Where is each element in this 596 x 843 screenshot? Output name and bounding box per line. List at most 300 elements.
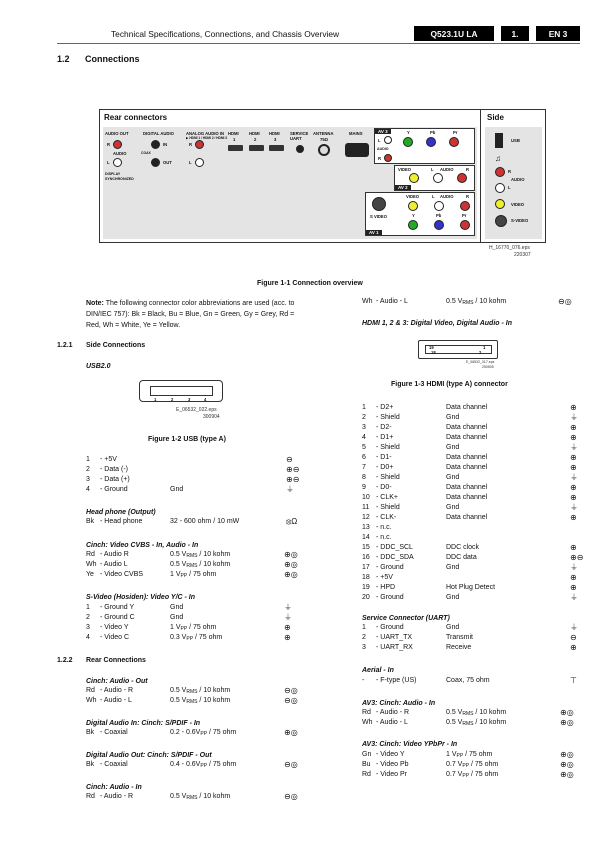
pin-value-sub: RMS	[186, 699, 198, 705]
pin-name: - Ground	[376, 564, 404, 571]
pin-name: - D1+	[376, 434, 394, 441]
side-usb-port	[495, 133, 503, 148]
audio-out-heading: Cinch: Audio - Out	[86, 678, 148, 685]
svideo-table	[86, 603, 304, 643]
pin-value-sub: RMS	[186, 553, 198, 559]
table-row	[362, 553, 584, 563]
pin-value	[170, 792, 230, 802]
pin-name: - Ground Y	[100, 604, 135, 611]
label-av2-l: L	[431, 167, 434, 172]
pin-description: Transmit	[446, 634, 473, 641]
pin-name: - Audio - R	[100, 687, 134, 694]
label-av1-audio: AUDIO	[440, 194, 454, 199]
label-av1-svideo: S VIDEO	[370, 214, 387, 219]
pin-id: 1	[362, 624, 366, 631]
signal-direction-icon: ⊕	[284, 633, 291, 642]
pin-name: - Audio L	[100, 561, 128, 568]
pin-value	[170, 728, 236, 738]
pin-value-unit: / 10 kohm	[197, 687, 231, 694]
pin-name: - Ground	[376, 594, 404, 601]
pin-name: - Head phone	[100, 518, 143, 525]
label-side-svideo: S-VIDEO	[511, 218, 529, 223]
hdmi-2-port	[249, 145, 264, 151]
pin-value	[170, 760, 236, 770]
digital-audio-in-jack	[151, 140, 160, 149]
pin-value-sub: RMS	[462, 711, 474, 717]
uart-table	[362, 623, 580, 653]
pin-id: 2	[86, 614, 90, 621]
av1-audio-l-jack	[434, 201, 444, 211]
pin-description: Gnd	[446, 564, 460, 571]
table-row	[86, 550, 304, 560]
label-analog-r: R	[189, 142, 193, 147]
label-audio-out: AUDIO OUT	[105, 131, 129, 136]
pin-name: - Video Y	[100, 624, 129, 631]
label-analog-sub: ▶ HDMI 1 / HDMI 2 / HDMI 3	[186, 136, 228, 140]
label-av3-pr: Pr	[453, 130, 458, 135]
av3-audio-heading: AV3: Cinch: Audio - In	[362, 700, 436, 707]
pin-description: Hot Plug Detect	[446, 584, 496, 591]
usb-connector-inner	[150, 386, 213, 396]
pin-name: - Shield	[376, 414, 400, 421]
uart-heading: Service Connector (UART)	[362, 615, 450, 622]
table-row	[362, 593, 580, 603]
label-av1-r: R	[466, 194, 470, 199]
pin-id: Wh	[362, 298, 373, 305]
usb-fig-pin-2: 2	[171, 397, 174, 402]
table-row	[362, 633, 580, 643]
pin-name: - F-type (US)	[376, 677, 417, 684]
label-coax: COAX	[141, 151, 151, 155]
av2-audio-l-jack	[433, 173, 443, 183]
subsection-1-2-1-title: Side Connections	[86, 342, 146, 349]
pin-id: 1	[86, 604, 90, 611]
pin-id: 10	[362, 494, 370, 501]
pin-id: Bk	[86, 518, 95, 525]
table-row	[362, 708, 580, 718]
pin-name: - UART_RX	[376, 644, 413, 651]
label-audio-out-l: L	[107, 160, 110, 165]
signal-direction-icon: ⏚	[570, 563, 578, 572]
pin-value-sub: PP	[456, 753, 464, 759]
pin-description: 32 - 600 ohm / 10 mW	[170, 518, 240, 525]
pin-name: - UART_TX	[376, 634, 413, 641]
label-audio-out-r: R	[107, 142, 111, 147]
pin-value	[170, 560, 230, 570]
signal-direction-icon: ⊤	[570, 676, 577, 685]
pin-description: Gnd	[446, 624, 460, 631]
figure-1-3-caption: Figure 1-3 HDMI (type A) connector	[391, 381, 508, 388]
pin-id: 3	[86, 624, 90, 631]
hdmi-fig-date: 250505	[482, 365, 494, 369]
pin-value	[170, 623, 216, 633]
spdif-in-table	[86, 728, 304, 738]
hdmi-fig-ref: E_06532_017.eps	[466, 360, 495, 364]
pin-id: 4	[86, 634, 90, 641]
pin-id: 1	[86, 456, 90, 463]
pin-id: Bk	[86, 761, 95, 768]
pin-id: 17	[362, 564, 370, 571]
pin-value-sub: PP	[180, 573, 188, 579]
pin-description: Data channel	[446, 454, 488, 461]
label-hdmi-1-title: HDMI	[228, 131, 239, 136]
signal-direction-icon: ⊕	[570, 403, 577, 412]
signal-direction-icon: ⏚	[570, 443, 578, 452]
pin-value-sub: RMS	[186, 689, 198, 695]
table-row	[362, 543, 580, 553]
pin-value-unit: / 75 ohm	[469, 771, 499, 778]
figure-1-1-caption: Figure 1-1 Connection overview	[257, 280, 363, 287]
side-connectors-title: Side	[487, 113, 504, 122]
label-analog-audio-in: ANALOG AUDIO IN	[186, 131, 224, 136]
label-av2-audio: AUDIO	[440, 167, 454, 172]
hdmi-1-port	[228, 145, 243, 151]
hdmi-heading: HDMI 1, 2 & 3: Digital Video, Digital Audio - In	[362, 320, 512, 327]
label-av1-video: VIDEO	[406, 194, 420, 199]
pin-id: 13	[362, 524, 370, 531]
table-row	[86, 517, 304, 527]
label-side-video: VIDEO	[511, 202, 525, 207]
pin-value-sub: PP	[462, 773, 470, 779]
table-row	[86, 475, 304, 485]
note-paragraph	[86, 298, 304, 331]
model-badge: Q523.1U LA	[414, 26, 494, 41]
signal-direction-icon: ⊖◎	[558, 297, 572, 306]
signal-direction-icon: ⏚	[284, 613, 292, 622]
table-row	[86, 696, 304, 706]
pin-description: Data channel	[446, 464, 488, 471]
pin-value	[170, 550, 230, 560]
page-badge: EN 3	[536, 26, 580, 41]
label-av2-video: VIDEO	[398, 167, 412, 172]
usb-fig-pin-4: 4	[204, 397, 207, 402]
pin-description: Data channel	[446, 424, 488, 431]
label-mains: MAINS	[349, 131, 363, 136]
pin-value-main: 0.5 V	[446, 298, 463, 305]
pin-value-unit: / 75 ohm	[207, 761, 237, 768]
av3-pr-jack	[449, 137, 459, 147]
label-hdmi-3-title: HDMI	[269, 131, 280, 136]
pin-value-unit: / 75 ohm	[193, 634, 223, 641]
table-row	[362, 493, 580, 503]
signal-direction-icon: ⏚	[570, 503, 578, 512]
pin-value-sub: PP	[186, 636, 194, 642]
pin-value-unit: / 10 kohm	[473, 709, 507, 716]
subsection-1-2-2-title: Rear Connections	[86, 657, 146, 664]
pin-value-sub: PP	[200, 763, 208, 769]
pin-name: - HPD	[376, 584, 396, 591]
pin-name: - D2+	[376, 404, 394, 411]
label-antenna: ANTENNA	[313, 131, 334, 136]
aerial-table	[362, 676, 580, 686]
pin-id: 12	[362, 514, 370, 521]
table-row	[362, 523, 580, 533]
pin-value-unit: / 75 ohm	[463, 751, 493, 758]
pin-value-unit: / 10 kohm	[197, 561, 231, 568]
analog-audio-l-jack	[195, 158, 204, 167]
pin-id: 16	[362, 554, 370, 561]
pin-name: - CLK+	[376, 494, 398, 501]
pin-id: 20	[362, 594, 370, 601]
table-row	[86, 465, 304, 475]
pin-value-main: 1 V	[170, 571, 181, 578]
pin-id: 9	[362, 484, 366, 491]
signal-direction-icon: ⊕	[284, 623, 291, 632]
av1-tag: AV 1	[366, 230, 382, 235]
pin-name: - n.c.	[376, 524, 392, 531]
signal-direction-icon: ⊕◎	[284, 550, 298, 559]
headphone-table	[86, 517, 304, 527]
label-av1-l: L	[432, 194, 435, 199]
pin-description: Gnd	[446, 594, 460, 601]
signal-direction-icon: ⊕◎	[560, 750, 574, 759]
pin-id: Rd	[86, 551, 95, 558]
antenna-connector	[318, 144, 330, 156]
table-row	[86, 686, 304, 696]
pin-id: 4	[362, 434, 366, 441]
table-row	[362, 643, 580, 653]
connection-overview-figure	[99, 109, 546, 243]
signal-direction-icon: ⊕◎	[560, 718, 574, 727]
digital-audio-out-jack	[151, 158, 160, 167]
pin-value-main: 0.5 V	[446, 709, 463, 716]
pin-id: Rd	[86, 793, 95, 800]
pin-value-main: 0.5 V	[170, 793, 187, 800]
av1-video-jack	[408, 201, 418, 211]
signal-direction-icon: ⊕⊖	[286, 475, 300, 484]
side-audio-l-jack	[495, 183, 505, 193]
table-row	[362, 473, 580, 483]
signal-direction-icon: ⏚	[570, 593, 578, 602]
section-title: Connections	[85, 54, 140, 64]
header-rule	[57, 43, 580, 44]
signal-direction-icon: ⊕	[570, 483, 577, 492]
pin-name: - Shield	[376, 444, 400, 451]
overview-file-ref: H_16770_076.eps	[489, 245, 530, 251]
pin-value-main: 0.7 V	[446, 771, 463, 778]
pin-id: 8	[362, 474, 366, 481]
pin-description: Gnd	[446, 414, 460, 421]
table-row	[362, 563, 580, 573]
av3-video-heading: AV3: Cinch: Video YPbPr - In	[362, 741, 458, 748]
pin-value-sub: PP	[200, 731, 208, 737]
pin-name: - Audio - R	[376, 709, 410, 716]
label-side-l: L	[508, 185, 511, 190]
label-av3-pb: Pb	[430, 130, 436, 135]
signal-direction-icon: ⊕◎	[284, 570, 298, 579]
signal-direction-icon: ⊕	[570, 573, 577, 582]
pin-value-main: 1 V	[446, 751, 457, 758]
label-av3-r: R	[378, 156, 382, 161]
table-row	[86, 570, 304, 580]
pin-value-unit: / 75 ohm	[187, 571, 217, 578]
label-hdmi-1: 1	[233, 137, 236, 142]
av3-audio-table	[362, 708, 580, 728]
pin-description: Gnd	[446, 474, 460, 481]
pin-id: 6	[362, 454, 366, 461]
rear-connectors-title: Rear connectors	[104, 113, 168, 122]
table-row	[362, 533, 580, 543]
usb-pin-table	[86, 455, 304, 495]
spdif-out-table	[86, 760, 304, 770]
hdmi-fig-pin-2: 2	[479, 350, 482, 355]
spdif-in-heading: Digital Audio In: Cinch: S/PDIF - In	[86, 720, 201, 727]
pin-name: - Ground	[100, 486, 128, 493]
pin-id: Bu	[362, 761, 371, 768]
pin-id: 2	[86, 466, 90, 473]
pin-value	[170, 603, 183, 613]
label-analog-l: L	[189, 160, 192, 165]
signal-direction-icon: ⏚	[570, 623, 578, 632]
signal-direction-icon: ⊕	[570, 463, 577, 472]
usb-heading: USB2.0	[86, 363, 111, 370]
pin-id: 11	[362, 504, 370, 511]
pin-value	[446, 708, 506, 718]
pin-description: Data channel	[446, 484, 488, 491]
label-side-usb: USB	[511, 138, 520, 143]
signal-direction-icon: ⊕⊖	[570, 553, 584, 562]
table-row	[362, 443, 580, 453]
cvbs-heading: Cinch: Video CVBS - In, Audio - In	[86, 542, 199, 549]
pin-description: Coax, 75 ohm	[446, 677, 490, 684]
note-text: The following connector color abbreviations are used (acc. to DIN/IEC 757): Bk = Black, Bu = Blue, Gn = Green, Gy = Grey, Rd = Red, Wh = White, Ye = Yellow.	[86, 300, 295, 329]
pin-id: 7	[362, 464, 366, 471]
av3-video-table	[362, 750, 580, 780]
signal-direction-icon: ⊕	[570, 433, 577, 442]
pin-name: - Data (+)	[100, 476, 130, 483]
signal-direction-icon: ⊕◎	[284, 560, 298, 569]
usb-fig-pin-3: 3	[188, 397, 191, 402]
headphone-icon: ♫	[495, 154, 501, 163]
pin-name: - DDC_SCL	[376, 544, 413, 551]
svideo-heading: S-Video (Hosiden): Video Y/C - In	[86, 594, 196, 601]
pin-value-unit: / 10 kohm	[473, 719, 507, 726]
audio-out-r-jack	[113, 140, 122, 149]
figure-1-2-caption: Figure 1-2 USB (type A)	[148, 436, 226, 443]
table-row	[86, 728, 304, 738]
hdmi-fig-pin-18: 18	[431, 350, 436, 355]
signal-direction-icon: ⏚	[570, 473, 578, 482]
audio-in-continued-table	[362, 297, 580, 307]
pin-name: - Ground C	[100, 614, 135, 621]
label-audio-out-audio: AUDIO	[113, 151, 127, 156]
av1-audio-r-jack	[460, 201, 470, 211]
service-uart-jack	[296, 145, 304, 153]
pin-id: 3	[86, 476, 90, 483]
av1-svideo-jack	[372, 197, 386, 211]
pin-description: DDC data	[446, 554, 477, 561]
av2-block	[394, 165, 475, 191]
signal-direction-icon: ⊖◎	[284, 760, 298, 769]
signal-direction-icon: ⊖	[570, 633, 577, 642]
label-av1-y: Y	[412, 213, 415, 218]
signal-direction-icon: ⊕	[570, 493, 577, 502]
pin-value	[170, 613, 183, 623]
pin-id: 19	[362, 584, 370, 591]
table-row	[362, 583, 580, 593]
pin-id: Wh	[362, 719, 373, 726]
label-av3-audio: AUDIO	[377, 147, 389, 151]
pin-value-sub: RMS	[462, 300, 474, 306]
table-row	[362, 760, 580, 770]
pin-value-unit: / 10 kohm	[197, 793, 231, 800]
pin-value-main: 1 V	[170, 624, 181, 631]
av2-video-jack	[409, 173, 419, 183]
pin-id: Wh	[86, 697, 97, 704]
headphone-heading: Head phone (Output)	[86, 509, 156, 516]
subsection-1-2-1-number: 1.2.1	[57, 342, 73, 349]
pin-name: - Coaxial	[100, 729, 128, 736]
pin-description: Gnd	[446, 444, 460, 451]
pin-value-sub: PP	[180, 626, 188, 632]
signal-direction-icon: ⊕	[570, 453, 577, 462]
table-row	[362, 463, 580, 473]
mains-socket	[345, 143, 369, 157]
pin-id: Ye	[86, 571, 94, 578]
pin-value-main: 0.7 V	[446, 761, 463, 768]
pin-value-unit: / 75 ohm	[469, 761, 499, 768]
subsection-1-2-2-number: 1.2.2	[57, 657, 73, 664]
pin-name: - D0+	[376, 464, 394, 471]
audio-in-table	[86, 792, 304, 802]
table-row	[86, 603, 304, 613]
label-hdmi-2-title: HDMI	[249, 131, 260, 136]
side-svideo-jack	[495, 215, 507, 227]
table-row	[86, 623, 304, 633]
usb-fig-ref: E_06532_022.eps	[176, 407, 217, 413]
pin-description: Data channel	[446, 494, 488, 501]
side-connectors-panel	[483, 110, 545, 242]
pin-id: 2	[362, 414, 366, 421]
pin-id: 1	[362, 404, 366, 411]
note-label: Note:	[86, 300, 104, 307]
pin-name: - Video Pb	[376, 761, 409, 768]
pin-name: - D0-	[376, 484, 392, 491]
pin-value-unit: / 10 kohm	[197, 551, 231, 558]
pin-name: - Ground	[376, 624, 404, 631]
pin-name: - Coaxial	[100, 761, 128, 768]
pin-id: 14	[362, 534, 370, 541]
pin-value	[446, 297, 506, 307]
signal-direction-icon: ⊕◎	[284, 728, 298, 737]
table-row	[86, 560, 304, 570]
overview-file-date: 220307	[514, 252, 531, 258]
pin-name: - Audio - L	[100, 697, 132, 704]
table-row	[362, 433, 580, 443]
pin-id: 3	[362, 424, 366, 431]
hdmi-fig-pin-1: 1	[483, 345, 486, 350]
usb-fig-pin-1: 1	[154, 397, 157, 402]
pin-name: - D1-	[376, 454, 392, 461]
pin-id: 2	[362, 634, 366, 641]
signal-direction-icon: ⊕	[570, 423, 577, 432]
av1-pr-jack	[460, 220, 470, 230]
pin-name: - Audio - L	[376, 719, 408, 726]
signal-direction-icon: ⊕	[570, 543, 577, 552]
label-hdmi-3: 3	[274, 137, 277, 142]
av3-audio-l-jack	[384, 136, 392, 144]
av3-block	[374, 128, 475, 164]
table-row	[362, 483, 580, 493]
label-digital-audio: DIGITAL AUDIO	[143, 131, 174, 136]
pin-value	[446, 770, 498, 780]
pin-name: - D2-	[376, 424, 392, 431]
pin-id: Rd	[362, 771, 371, 778]
av3-pb-jack	[426, 137, 436, 147]
signal-direction-icon: ⊖◎	[284, 686, 298, 695]
pin-value-main: 0.2 - 0.6V	[170, 729, 201, 736]
section-number: 1.2	[57, 54, 70, 64]
